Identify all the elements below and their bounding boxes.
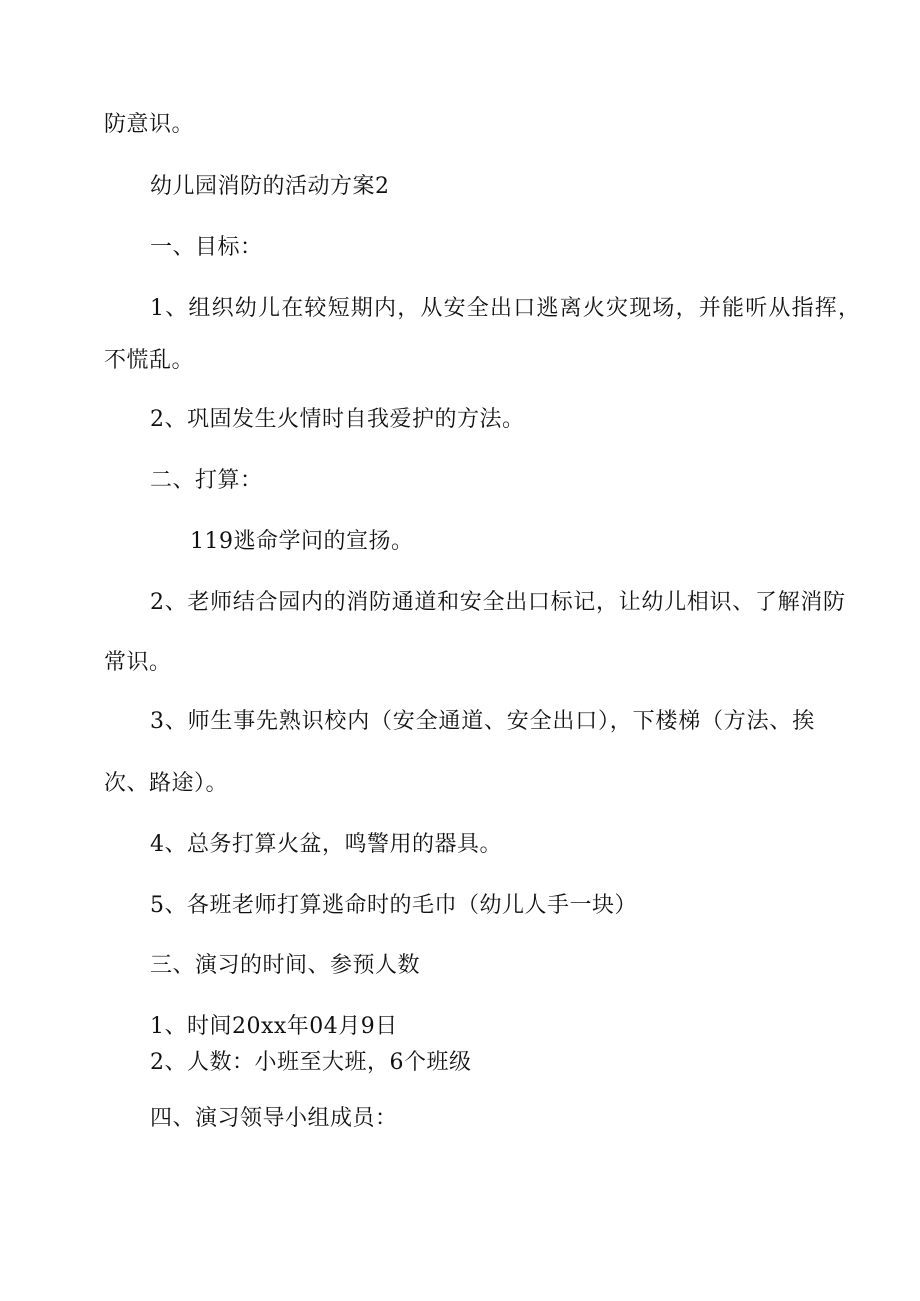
text-line: 2、巩固发生火情时自我爱护的方法。 (150, 407, 525, 432)
heading-leadership-group: 四、演习领导小组成员： (150, 1106, 398, 1131)
text-line: 2、老师结合园内的消防通道和安全出口标记，让幼儿相识、了解消防 (150, 590, 846, 615)
heading-time-participants: 三、演习的时间、参预人数 (150, 953, 421, 978)
text-line: 常识。 (104, 650, 172, 675)
text-line: 1、时间20xx年04月9日 (150, 1014, 398, 1039)
text-line: 4、总务打算火盆，鸣警用的器具。 (150, 832, 502, 857)
text-line: 5、各班老师打算逃命时的毛巾（幼儿人手一块） (150, 893, 637, 918)
text-line: 不慌乱。 (104, 348, 195, 373)
text-line: 2、人数：小班至大班，6个班级 (150, 1050, 472, 1075)
text-line: 防意识。 (104, 112, 195, 137)
text-line: 1、组织幼儿在较短期内，从安全出口逃离火灾现场，并能听从指挥， (150, 296, 862, 321)
heading-goals: 一、目标： (150, 235, 263, 260)
heading-preparation: 二、打算： (150, 468, 263, 493)
section-title: 幼儿园消防的活动方案2 (150, 174, 390, 199)
text-line: 119逃命学问的宣扬。 (190, 529, 414, 554)
text-line: 3、师生事先熟识校内（安全通道、安全出口），下楼梯（方法、挨 (150, 709, 815, 734)
text-line: 次、路途）。 (104, 771, 229, 796)
